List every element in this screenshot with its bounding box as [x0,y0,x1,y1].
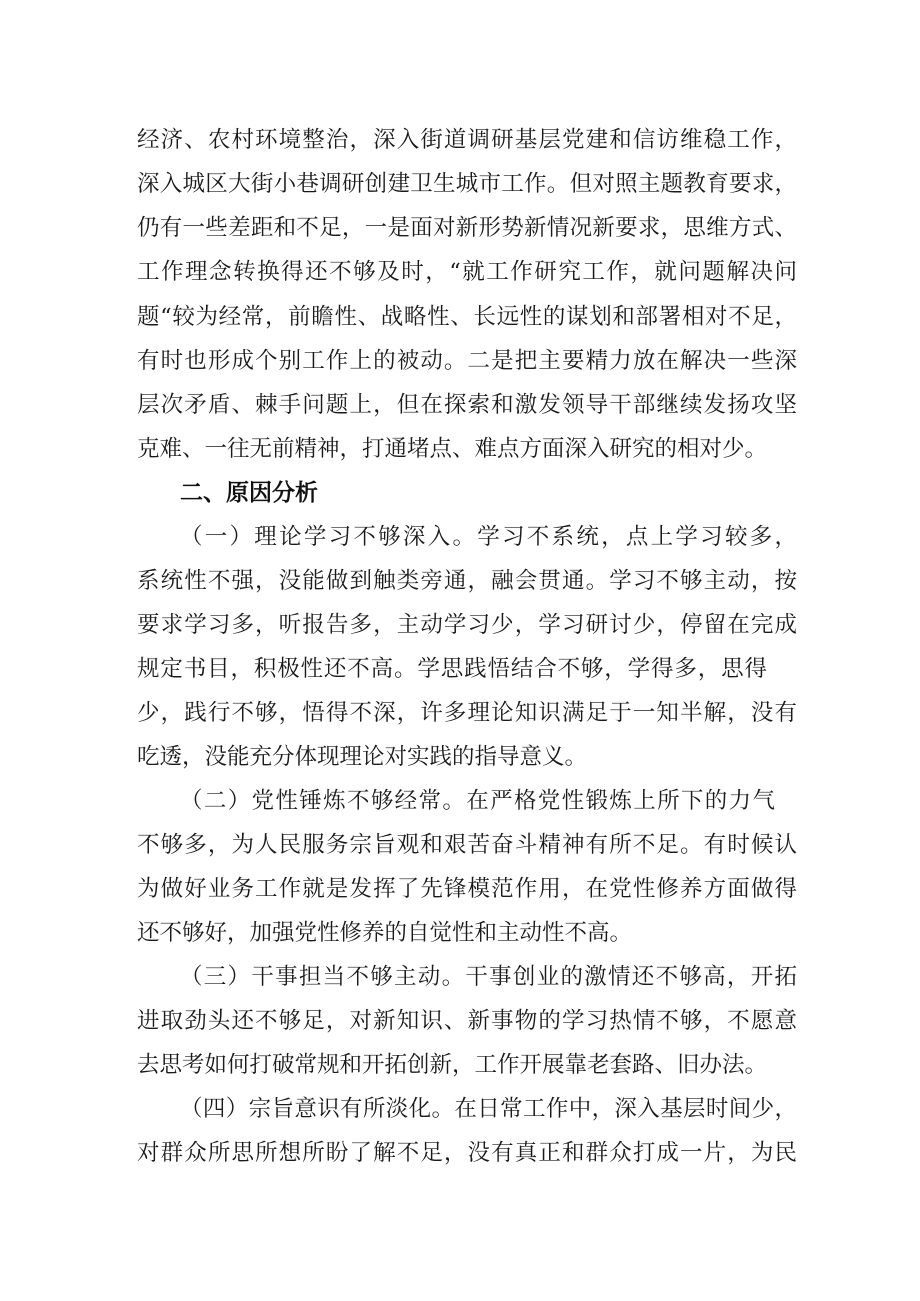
paragraph-4-line-3: 去思考如何打破常规和开拓创新，工作开展靠老套路、旧办法。 [137,1052,768,1078]
paragraph-3-line-4: 还不够好，加强党性修养的自觉性和主动性不高。 [137,920,633,946]
paragraph-1-line-2: 深入城区大街小巷调研创建卫生城市工作。但对照主题教育要求， [137,171,797,197]
paragraph-5-line-2: 对群众所思所想所盼了解不足，没有真正和群众打成一片，为民 [137,1140,797,1166]
paragraph-1-line-5: 题“较为经常，前瞻性、战略性、长远性的谋划和部署相对不足， [137,304,797,330]
paragraph-1-line-1: 经济、农村环境整治，深入街道调研基层党建和信访维稳工作， [137,127,797,153]
paragraph-3-line-1: （二）党性锤炼不够经常。在严格党性锻炼上所下的力气 [180,788,775,814]
paragraph-4-line-2: 进取劲头还不够足，对新知识、新事物的学习热情不够，不愿意 [137,1008,797,1034]
paragraph-3-line-3: 为做好业务工作就是发挥了先锋模范作用，在党性修养方面做得 [137,876,797,902]
paragraph-1-line-3: 仍有一些差距和不足，一是面对新形势新情况新要求，思维方式、 [137,215,797,241]
paragraph-2-line-1: （一）理论学习不够深入。学习不系统，点上学习较多， [180,524,797,550]
paragraph-2-line-2: 系统性不强，没能做到触类旁通，融会贯通。学习不够主动，按 [137,568,797,594]
paragraph-2-line-5: 少，践行不够，悟得不深，许多理论知识满足于一知半解，没有 [137,700,797,726]
paragraph-2-line-4: 规定书目，积极性还不高。学思践悟结合不够，学得多，思得 [137,656,767,682]
paragraph-1-line-8: 克难、一往无前精神，打通堵点、难点方面深入研究的相对少。 [137,436,768,462]
paragraph-1-line-4: 工作理念转换得还不够及时，“就工作研究工作，就问题解决问 [137,259,797,285]
paragraph-3-line-2: 不够多，为人民服务宗旨观和艰苦奋斗精神有所不足。有时候认 [137,832,797,858]
paragraph-5-line-1: （四）宗旨意识有所淡化。在日常工作中，深入基层时间少， [180,1096,797,1122]
paragraph-1-line-6: 有时也形成个别工作上的被动。二是把主要精力放在解决一些深 [137,348,797,374]
paragraph-2-line-3: 要求学习多，听报告多，主动学习少，学习研讨少，停留在完成 [137,612,797,638]
paragraph-4-line-1: （三）干事担当不够主动。干事创业的激情还不够高，开拓 [180,964,797,990]
paragraph-2-line-6: 吃透，没能充分体现理论对实践的指导意义。 [137,744,588,770]
section-heading: 二、原因分析 [180,480,318,506]
paragraph-1-line-7: 层次矛盾、棘手问题上，但在探索和激发领导干部继续发扬攻坚 [137,392,797,418]
